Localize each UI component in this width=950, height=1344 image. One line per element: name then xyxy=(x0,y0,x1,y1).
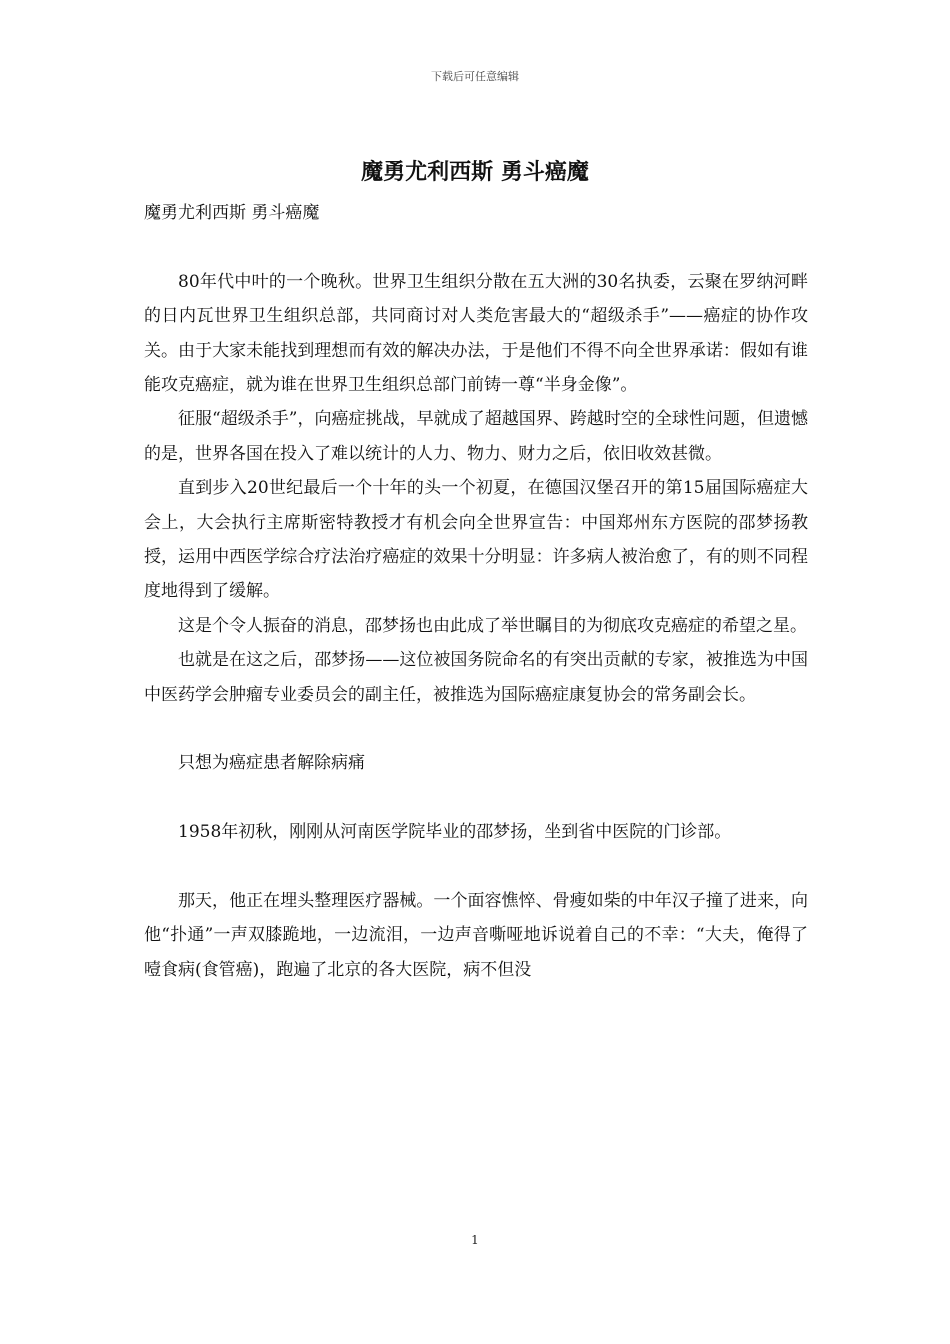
blank-line xyxy=(144,712,808,746)
paragraph: 直到步入20世纪最后一个十年的头一个初夏，在德国汉堡召开的第15届国际癌症大会上，大会执行主席斯密特教授才有机会向全世界宣告：中国郑州东方医院的邵梦扬教授，运用中西医学综合疗法治疗癌症的效果十分明显：许多病人被治愈了，有的则不同程度地得到了缓解。 xyxy=(144,478,808,602)
paragraph: 征服“超级杀手”，向癌症挑战，早就成了超越国界、跨越时空的全球性问题，但遗憾的是，世界各国在投入了难以统计的人力、物力、财力之后，依旧收效甚微。 xyxy=(144,409,808,464)
page-title: 魔勇尤利西斯 勇斗癌魔 xyxy=(361,160,589,185)
section-heading: 只想为癌症患者解除病痛 xyxy=(178,753,365,774)
blank-line xyxy=(144,850,808,884)
paragraph: 这是个令人振奋的消息，邵梦扬也由此成了举世瞩目的为彻底攻克癌症的希望之星。 xyxy=(178,615,807,636)
paragraph: 那天，他正在埋头整理医疗器械。一个面容憔悴、骨瘦如柴的中年汉子撞了进来，向他“扑通”一声双膝跪地，一边流泪，一边声音嘶哑地诉说着自己的不幸：“大夫，俺得了噎食病(食管癌)，跑遍了北京的各大医院，病不但没 xyxy=(144,891,808,980)
paragraph: 也就是在这之后，邵梦扬——这位被国务院命名的有突出贡献的专家，被推选为中国中医药学会肿瘤专业委员会的副主任，被推选为国际癌症康复协会的常务副会长。 xyxy=(144,650,808,705)
document-subtitle: 魔勇尤利西斯 勇斗癌魔 xyxy=(144,203,320,223)
paragraph: 80年代中叶的一个晚秋。世界卫生组织分散在五大洲的30名执委，云聚在罗纳河畔的日内瓦世界卫生组织总部，共同商讨对人类危害最大的“超级杀手”——癌症的协作攻关。由于大家未能找到理想而有效的解决办法，于是他们不得不向全世界承诺：假如有谁能攻克癌症，就为谁在世界卫生组织总部门前铸一尊“半身金像”。 xyxy=(144,271,808,396)
blank-line xyxy=(144,781,808,815)
blank-line xyxy=(144,230,808,264)
document-body xyxy=(144,196,808,987)
paragraph: 1958年初秋，刚刚从河南医学院毕业的邵梦扬，坐到省中医院的门诊部。 xyxy=(178,822,732,843)
header-note: 下载后可任意编辑 xyxy=(431,70,519,83)
page-number: 1 xyxy=(471,1233,479,1247)
